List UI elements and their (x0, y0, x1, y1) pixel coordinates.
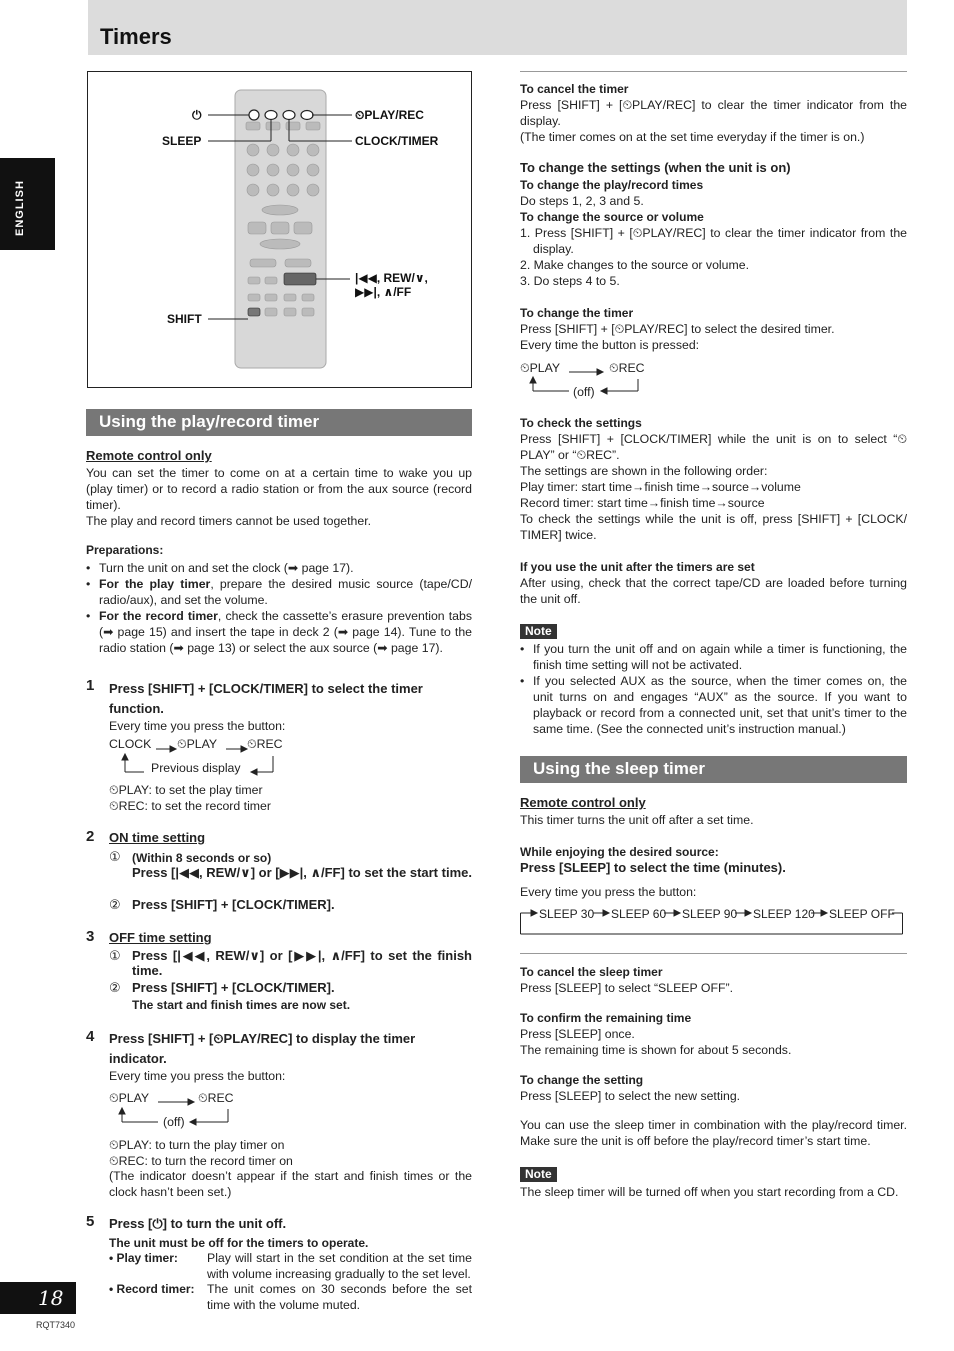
step-4-flow-play: ⏲PLAY (109, 1091, 150, 1105)
intro-text-1: You can set the timer to come on at a certain time to wake you up (play timer) or to record a radio station or from the aux source (record timer). (86, 466, 472, 512)
step-1-number: 1 (86, 677, 95, 694)
step-4-number: 4 (86, 1028, 95, 1045)
step-5-sub: The unit must be off for the timers to operate. (109, 1236, 369, 1250)
sleep-flow (520, 905, 906, 935)
sleep-confirm-text-2: The remaining time is shown for about 5 seconds. (520, 1043, 792, 1057)
sleep-change-text: Press [SLEEP] to select the new setting. (520, 1089, 741, 1103)
step-2-a-number: ① (109, 849, 121, 864)
step-3-note: The start and finish times are now set. (132, 998, 351, 1012)
step-4-play-desc: ⏲PLAY: to turn the play timer on (109, 1138, 285, 1152)
check-settings-text-2: The settings are shown in the following order: (520, 464, 768, 478)
sleep-while: While enjoying the desired source: (520, 845, 719, 859)
skip-rew-label: |◀◀, REW/∨, (355, 271, 428, 285)
sleep-remote-only: Remote control only (520, 795, 646, 810)
change-source-title: To change the source or volume (520, 210, 704, 224)
sleep-flow-item-4: SLEEP 120 (753, 907, 815, 921)
step-3-a-number: ① (109, 948, 121, 963)
change-times-text: Do steps 1, 2, 3 and 5. (520, 194, 644, 208)
change-timer-flow-rec: ⏲REC (609, 361, 645, 375)
language-label: ENGLISH (14, 180, 26, 236)
change-timer-off: (off) (573, 385, 595, 399)
prep-item-3: • For the record timer, check the cassette’s erasure prevention tabs (➡ page 15) and insert the tape in deck 2 (➡ page 14). Tune to the radio station (➡ page 13) or select the aux source (➡ page 17). (86, 608, 472, 656)
sleep-while-block (520, 844, 907, 876)
change-settings-block (520, 159, 907, 289)
step-5-title: Press [⏻] to turn the unit off. (109, 1216, 287, 1231)
cancel-timer-block (520, 81, 907, 145)
step-3-a-text: Press [|◀◀, REW/∨] or [▶▶|, ∧/FF] to set the finish time. (132, 948, 472, 978)
step-5-play-label: • Play timer: (109, 1251, 178, 1265)
step-1-flow-rec: ⏲REC (247, 737, 283, 751)
sleep-flow-item-5: SLEEP OFF (829, 907, 895, 921)
page-title: Timers (100, 24, 172, 49)
sleep-note-text: The sleep timer will be turned off when you start recording from a CD. (520, 1185, 899, 1199)
top-divider (520, 71, 907, 72)
note-badge: Note (520, 623, 557, 639)
check-settings-title: To check the settings (520, 416, 642, 430)
step-3-b-text: Press [SHIFT] + [CLOCK/TIMER]. (132, 980, 335, 995)
sleep-confirm-text-1: Press [SLEEP] once. (520, 1027, 635, 1041)
note-list (520, 641, 907, 737)
intro-text-2: The play and record timers cannot be used together. (86, 514, 372, 528)
step-1-flow-play: ⏲PLAY (177, 737, 218, 751)
check-settings-text-3: Play timer: start time→finish time→source→volume (520, 480, 801, 494)
check-settings-text-5: To check the settings while the unit is off, press [SHIFT] + [CLOCK/ TIMER] twice. (520, 512, 907, 542)
sleep-note-badge: Note (520, 1166, 557, 1182)
step-1-rec-desc: ⏲REC: to set the record timer (109, 799, 271, 813)
step-2-b-number: ② (109, 897, 121, 912)
page-number-tab (0, 1282, 76, 1314)
step-4-flow-rec: ⏲REC (198, 1091, 234, 1105)
check-settings-block (520, 415, 907, 543)
step-5-number: 5 (86, 1213, 95, 1230)
step-1-previous-display: Previous display (151, 761, 241, 775)
power-symbol-label: ⏻ (192, 108, 202, 122)
step-4-off: (off) (163, 1115, 185, 1129)
sleep-press: Press [SLEEP] to select the time (minutes). (520, 860, 786, 875)
prep-item-2: • For the play timer, prepare the desired music source (tape/CD/ radio/aux), and set the volume. (86, 576, 472, 608)
step-3-number: 3 (86, 928, 95, 945)
sleep-confirm-title: To confirm the remaining time (520, 1011, 692, 1025)
step-5-rec-label: • Record timer: (109, 1282, 195, 1296)
after-timers-text: After using, check that the correct tape/CD are loaded before turning the unit off. (520, 576, 907, 606)
play-rec-label: ⏲PLAY/REC (355, 108, 424, 122)
play-record-intro (86, 448, 472, 529)
sleep-flow-item-1: SLEEP 30 (539, 907, 595, 921)
sleep-combo-text: You can use the sleep timer in combination with the play/record timer. Make sure the unit is off before the play/record timer’s start time. (520, 1118, 907, 1148)
remote-control-diagram (87, 71, 472, 388)
preparations-title: Preparations: (86, 543, 164, 557)
clock-timer-label: CLOCK/TIMER (355, 134, 439, 148)
sleep-every: Every time you press the button: (520, 885, 697, 899)
change-source-step-1: 1. Press [SHIFT] + [⏲PLAY/REC] to clear the timer indicator from the display. (520, 226, 907, 256)
change-source-step-3: 3. Do steps 4 to 5. (520, 274, 620, 288)
preparations-list (86, 560, 472, 656)
sleep-cancel-title: To cancel the sleep timer (520, 965, 663, 979)
change-times-title: To change the play/record times (520, 178, 704, 192)
note-list-block (520, 641, 907, 737)
title-bar (88, 0, 907, 55)
after-timers-title: If you use the unit after the timers are set (520, 560, 755, 574)
sleep-cancel-block (520, 964, 907, 996)
document-code: RQT7340 (36, 1320, 76, 1330)
sleep-cancel-text: Press [SLEEP] to select “SLEEP OFF”. (520, 981, 733, 995)
note-item-2: • If you selected AUX as the source, when the timer comes on, the unit turns on and engages “AUX” as the source. If you want to playback or record from a connected unit, set that unit’s timer to the same time. (See the connected unit’s instruction manual.) (520, 673, 907, 737)
sleep-timer-heading: Using the sleep timer (520, 756, 907, 783)
shift-label: SHIFT (167, 312, 202, 326)
step-2-a-text: Press [|◀◀, REW/∨] or [▶▶|, ∧/FF] to set the start time. (132, 865, 472, 880)
cancel-timer-title: To cancel the timer (520, 82, 629, 96)
check-settings-text-4: Record timer: start time→finish time→source (520, 496, 765, 510)
sleep-change-block (520, 1072, 907, 1104)
preparations (86, 542, 472, 656)
change-timer-flow-play: ⏲PLAY (520, 361, 561, 375)
step-5-play-text: Play will start in the set condition at the set time with volume increasing gradually to the set level. (207, 1251, 472, 1281)
change-settings-title: To change the settings (when the unit is on) (520, 160, 791, 175)
step-3-title: OFF time setting (109, 930, 212, 945)
sleep-flow-item-3: SLEEP 90 (682, 907, 738, 921)
cancel-timer-text-2: (The timer comes on at the set time everyday if the timer is on.) (520, 130, 865, 144)
step-4-rec-desc: ⏲REC: to turn the record timer on (109, 1154, 293, 1168)
step-2-b-text: Press [SHIFT] + [CLOCK/TIMER]. (132, 897, 335, 912)
change-timer-text-2: Every time the button is pressed: (520, 338, 700, 352)
remote-only-label: Remote control only (86, 448, 212, 463)
step-1-play-desc: ⏲PLAY: to set the play timer (109, 783, 263, 797)
sleep-change-title: To change the setting (520, 1073, 644, 1087)
cancel-timer-text-1: Press [SHIFT] + [⏲PLAY/REC] to clear the timer indicator from the display. (520, 98, 907, 128)
step-4-title: Press [SHIFT] + [⏲PLAY/REC] to display the timer indicator. (109, 1031, 416, 1066)
step-1-every: Every time you press the button: (109, 719, 286, 733)
step-5-rec-text: The unit comes on 30 seconds before the set time with the volume muted. (207, 1282, 472, 1312)
step-1-title: Press [SHIFT] + [CLOCK/TIMER] to select the timer function. (109, 681, 423, 716)
play-record-timer-heading: Using the play/record timer (86, 409, 472, 436)
step-1-flow-clock: CLOCK (109, 737, 152, 751)
language-tab (0, 158, 55, 250)
check-settings-text-1: Press [SHIFT] + [CLOCK/TIMER] while the unit is on to select “⏲PLAY” or “⏲REC”. (520, 432, 907, 462)
sleep-confirm-block (520, 1010, 907, 1058)
change-timer-block (520, 305, 907, 353)
after-timers-block (520, 559, 907, 607)
sleep-intro-text: This timer turns the unit off after a set time. (520, 813, 754, 827)
step-3-b-number: ② (109, 980, 121, 995)
sleep-flow-item-2: SLEEP 60 (611, 907, 667, 921)
step-2-number: 2 (86, 828, 95, 845)
note-item-1: • If you turn the unit off and on again while a timer is functioning, the finish time setting will not be activated. (520, 641, 907, 673)
page-number: 18 (38, 1286, 64, 1310)
step-4-note: (The indicator doesn’t appear if the start and finish times or the clock hasn’t been set.) (109, 1169, 472, 1199)
step-2-a-note: (Within 8 seconds or so) (132, 851, 272, 865)
change-timer-text-1: Press [SHIFT] + [⏲PLAY/REC] to select the desired timer. (520, 322, 835, 336)
prep-item-1: • Turn the unit on and set the clock (➡ page 17). (86, 560, 472, 576)
skip-ff-label: ▶▶|, ∧/FF (355, 285, 412, 299)
sleep-label: SLEEP (162, 134, 202, 148)
sleep-divider (520, 953, 907, 954)
change-source-step-2: 2. Make changes to the source or volume. (520, 258, 749, 272)
step-2-title: ON time setting (109, 830, 206, 845)
sleep-intro-block (520, 795, 907, 828)
change-timer-title: To change the timer (520, 306, 634, 320)
step-4-every: Every time you press the button: (109, 1069, 286, 1083)
